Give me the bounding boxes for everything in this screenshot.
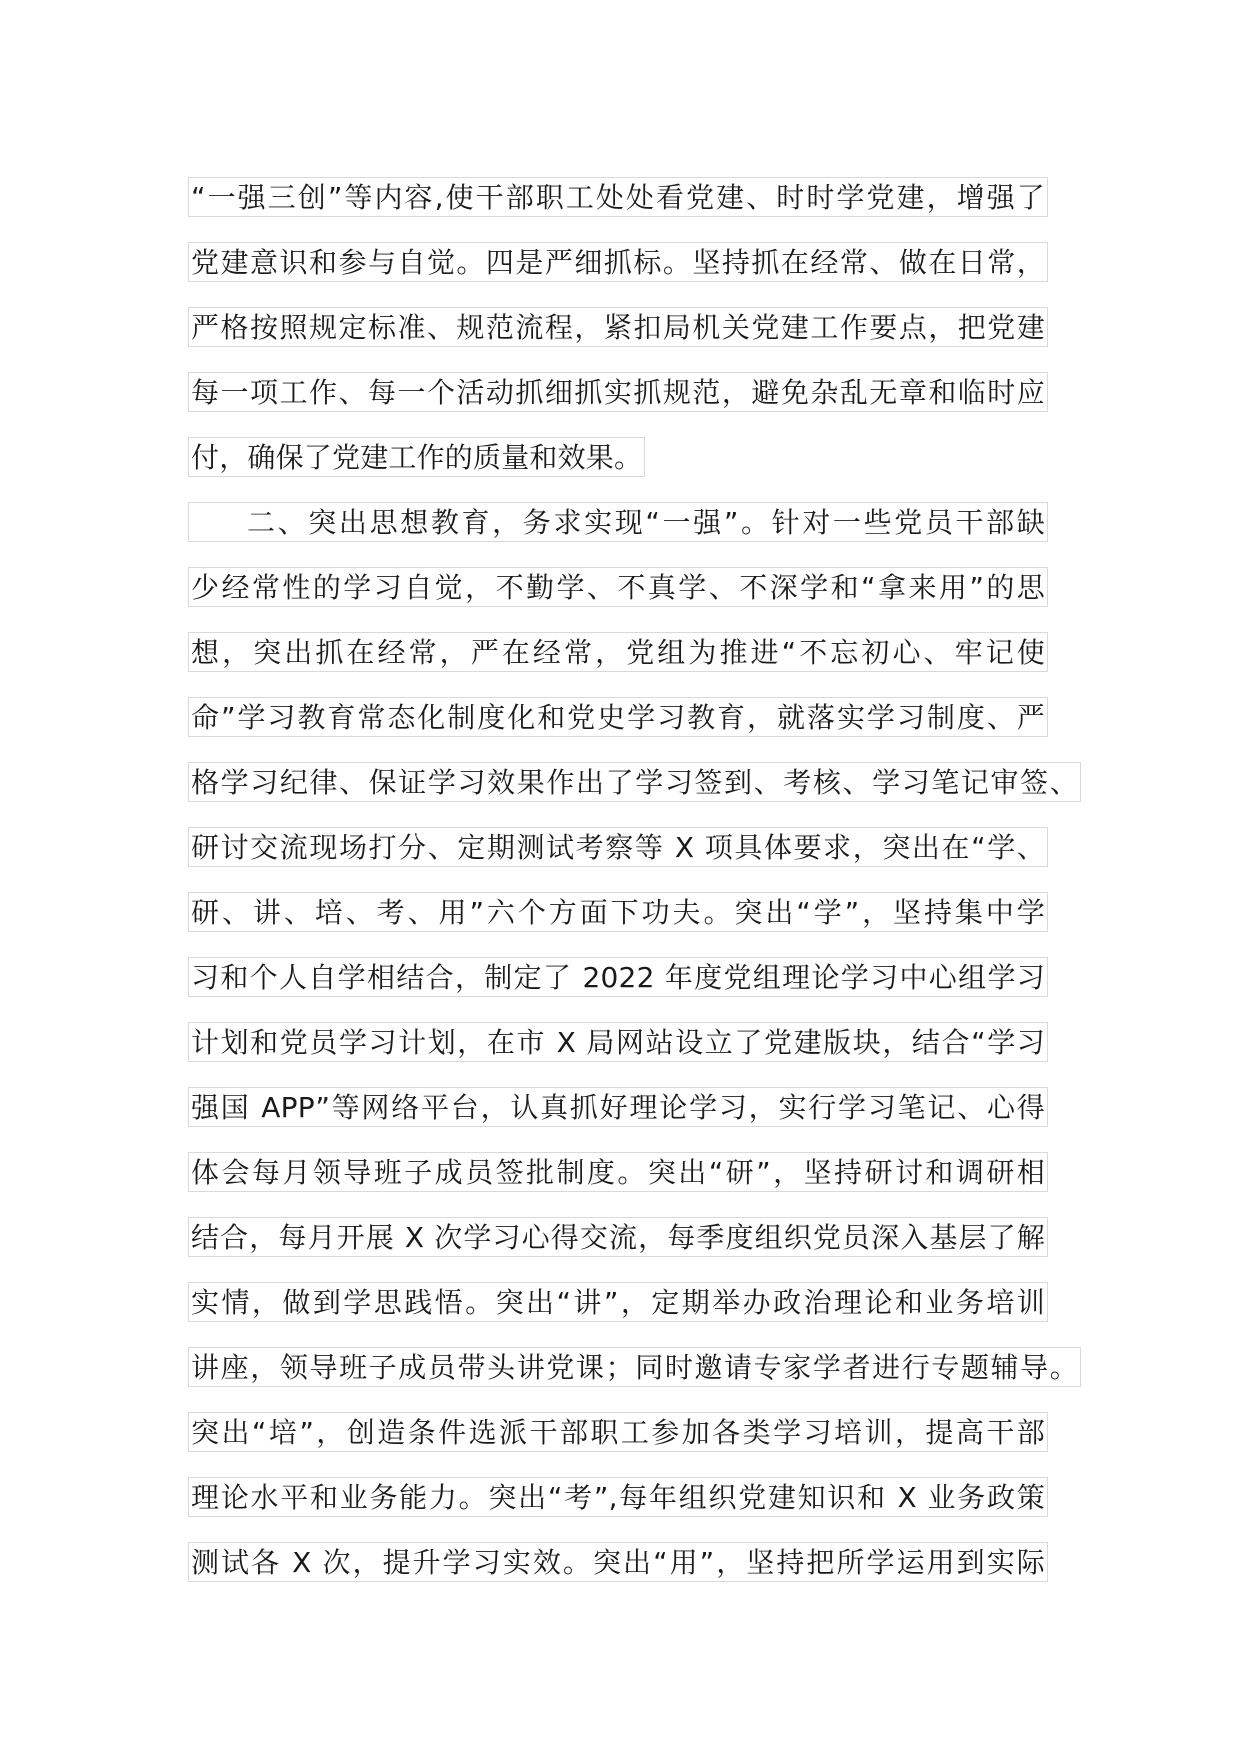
text-line: [188, 1465, 1088, 1530]
text-line: [188, 1530, 1088, 1595]
text-line: [188, 1400, 1088, 1465]
document-body: [188, 165, 1088, 1595]
text-line-content: 想，突出抓在经常，严在经常，党组为推进“不忘初心、牢记使: [188, 632, 1048, 672]
text-line: [188, 165, 1088, 230]
text-line: [188, 555, 1088, 620]
text-line-content: 习和个人自学相结合，制定了 2022 年度党组理论学习中心组学习: [188, 957, 1048, 997]
text-line-content: 命”学习教育常态化制度化和党史学习教育，就落实学习制度、严: [188, 697, 1048, 737]
text-line-content: 实情，做到学思践悟。突出“讲”，定期举办政治理论和业务培训: [188, 1282, 1048, 1322]
text-line-content: “一强三创”等内容,使干部职工处处看党建、时时学党建，增强了: [188, 177, 1048, 217]
text-line-content: 突出“培”，创造条件选派干部职工参加各类学习培训，提高干部: [188, 1412, 1048, 1452]
text-line-content: 体会每月领导班子成员签批制度。突出“研”，坚持研讨和调研相: [188, 1152, 1048, 1192]
text-line-content: 测试各 X 次，提升学习实效。突出“用”，坚持把所学运用到实际: [188, 1542, 1048, 1582]
text-line-content: 二、突出思想教育，务求实现“一强”。针对一些党员干部缺: [188, 502, 1048, 542]
paragraph-start-line: [188, 490, 1088, 555]
text-line-content: 党建意识和参与自觉。四是严细抓标。坚持抓在经常、做在日常，: [188, 242, 1048, 282]
text-line: [188, 1335, 1088, 1400]
text-line: [188, 620, 1088, 685]
text-line-content: 格学习纪律、保证学习效果作出了学习签到、考核、学习笔记审签、: [188, 762, 1081, 802]
text-line: [188, 295, 1088, 360]
text-line: [188, 1270, 1088, 1335]
text-line: [188, 880, 1088, 945]
text-line-content: 理论水平和业务能力。突出“考”,每年组织党建知识和 X 业务政策: [188, 1477, 1048, 1517]
text-line-content: 付，确保了党建工作的质量和效果。: [188, 437, 645, 477]
text-line-content: 结合，每月开展 X 次学习心得交流，每季度组织党员深入基层了解: [188, 1217, 1048, 1257]
text-line-content: 计划和党员学习计划，在市 X 局网站设立了党建版块，结合“学习: [188, 1022, 1048, 1062]
text-line: [188, 1205, 1088, 1270]
text-line: [188, 750, 1088, 815]
text-line: [188, 685, 1088, 750]
text-line-content: 强国 APP”等网络平台，认真抓好理论学习，实行学习笔记、心得: [188, 1087, 1048, 1127]
text-line: [188, 945, 1088, 1010]
text-line-content: 研、讲、培、考、用”六个方面下功夫。突出“学”，坚持集中学: [188, 892, 1048, 932]
text-line-content: 讲座，领导班子成员带头讲党课；同时邀请专家学者进行专题辅导。: [188, 1347, 1081, 1387]
text-line-content: 少经常性的学习自觉，不勤学、不真学、不深学和“拿来用”的思: [188, 567, 1048, 607]
text-line: [188, 1075, 1088, 1140]
text-line-content: 严格按照规定标准、规范流程，紧扣局机关党建工作要点，把党建: [188, 307, 1048, 347]
text-line: [188, 230, 1088, 295]
text-line: [188, 815, 1088, 880]
text-line-content: 每一项工作、每一个活动抓细抓实抓规范，避免杂乱无章和临时应: [188, 372, 1048, 412]
text-line: [188, 425, 1088, 490]
text-line-content: 研讨交流现场打分、定期测试考察等 X 项具体要求，突出在“学、: [188, 827, 1048, 867]
text-line: [188, 1010, 1088, 1075]
text-line: [188, 360, 1088, 425]
text-line: [188, 1140, 1088, 1205]
